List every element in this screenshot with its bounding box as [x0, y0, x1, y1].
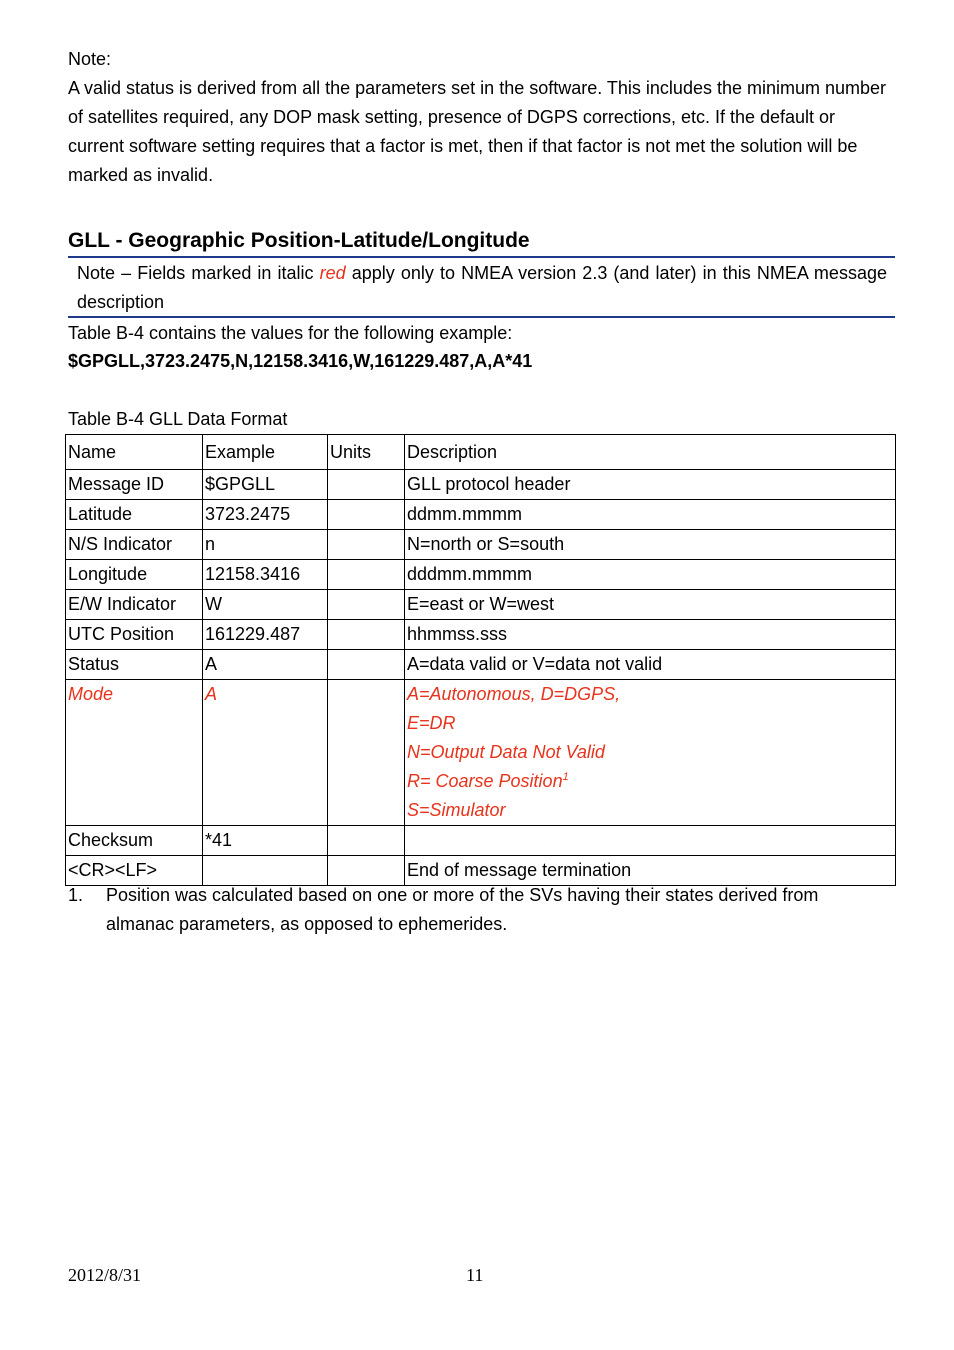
- heading-rule: [68, 256, 895, 258]
- mode-example: A: [205, 684, 218, 704]
- cell-description: A=data valid or V=data not valid: [405, 650, 896, 680]
- table-row: [66, 620, 896, 650]
- mode-name: Mode: [68, 684, 114, 704]
- footnote-text: Position was calculated based on one or more of the SVs having their states derived from almanac parameters, as opposed to ephemerides.: [106, 885, 819, 934]
- header-units: Units: [328, 435, 405, 470]
- table-header-row: [66, 435, 896, 470]
- example-sentence: $GPGLL,3723.2475,N,12158.3416,W,161229.487,A,A*41: [68, 351, 533, 371]
- version-note: [77, 259, 887, 317]
- cell-name: <CR><LF>: [66, 856, 203, 886]
- cell-units: [328, 470, 405, 500]
- cell-name: Message ID: [66, 470, 203, 500]
- mode-desc-line: N=Output Data Not Valid: [407, 742, 605, 762]
- table-row: [66, 560, 896, 590]
- cell-description: End of message termination: [405, 856, 896, 886]
- table-row: [66, 530, 896, 560]
- header-description: Description: [405, 435, 896, 470]
- table-caption: Table B-4 GLL Data Format: [68, 409, 288, 429]
- cell-description: ddmm.mmmm: [405, 500, 896, 530]
- note-body: A valid status is derived from all the parameters set in the software. This includes the minimum number of satellites required, any DOP mask setting, presence of DGPS corrections, etc. If the default or current software setting requires that a factor is met, then if that factor is not met the solution will be marked as invalid.: [68, 78, 887, 185]
- footnote: [68, 881, 888, 939]
- header-name: Name: [66, 435, 203, 470]
- cell-description: GLL protocol header: [405, 470, 896, 500]
- note-title: Note:: [68, 49, 112, 69]
- cell-units: [328, 590, 405, 620]
- section-heading: GLL - Geographic Position-Latitude/Longitude: [68, 229, 530, 252]
- cell-example: 3723.2475: [203, 500, 328, 530]
- cell-example: *41: [203, 826, 328, 856]
- version-note-red: red: [319, 263, 346, 283]
- cell-example: W: [203, 590, 328, 620]
- cell-units: [328, 530, 405, 560]
- cell-units: [328, 826, 405, 856]
- table-row: [66, 826, 896, 856]
- table-row: [66, 500, 896, 530]
- mode-desc-line: A=Autonomous, D=DGPS,: [407, 684, 621, 704]
- cell-description: hhmmss.sss: [405, 620, 896, 650]
- cell-description: [405, 680, 896, 826]
- cell-example: A: [203, 650, 328, 680]
- cell-units: [328, 500, 405, 530]
- cell-example: 12158.3416: [203, 560, 328, 590]
- note-rule: [68, 316, 895, 318]
- mode-desc-line: S=Simulator: [407, 800, 506, 820]
- cell-name: UTC Position: [66, 620, 203, 650]
- version-note-pre: Note – Fields marked in italic: [77, 263, 314, 283]
- cell-name: E/W Indicator: [66, 590, 203, 620]
- cell-name: Latitude: [66, 500, 203, 530]
- page-number: 11: [466, 1265, 484, 1285]
- mode-desc-line: [407, 767, 893, 796]
- mode-desc-line: E=DR: [407, 713, 456, 733]
- cell-description: [405, 826, 896, 856]
- cell-description: E=east or W=west: [405, 590, 896, 620]
- cell-units: [328, 680, 405, 826]
- cell-name: [66, 680, 203, 826]
- cell-example: 161229.487: [203, 620, 328, 650]
- cell-example: [203, 680, 328, 826]
- cell-name: Status: [66, 650, 203, 680]
- footer-date: 2012/8/31: [68, 1265, 142, 1285]
- cell-description: dddmm.mmmm: [405, 560, 896, 590]
- footnote-number: 1.: [68, 885, 84, 905]
- header-example: Example: [203, 435, 328, 470]
- mode-desc-text: R= Coarse Position: [407, 771, 563, 791]
- footnote-mark: 1: [562, 771, 569, 783]
- table-row-mode: [66, 680, 896, 826]
- cell-units: [328, 650, 405, 680]
- cell-name: Checksum: [66, 826, 203, 856]
- gll-data-table: [65, 434, 896, 886]
- table-row: [66, 470, 896, 500]
- table-row: [66, 650, 896, 680]
- cell-description: N=north or S=south: [405, 530, 896, 560]
- cell-units: [328, 620, 405, 650]
- table-row: [66, 590, 896, 620]
- cell-example: $GPGLL: [203, 470, 328, 500]
- cell-units: [328, 560, 405, 590]
- table-intro: Table B-4 contains the values for the following example:: [68, 323, 513, 343]
- cell-name: Longitude: [66, 560, 203, 590]
- cell-name: N/S Indicator: [66, 530, 203, 560]
- version-note-post: apply only to NMEA version 2.3 (and later) in this NMEA message description: [77, 263, 887, 312]
- cell-example: n: [203, 530, 328, 560]
